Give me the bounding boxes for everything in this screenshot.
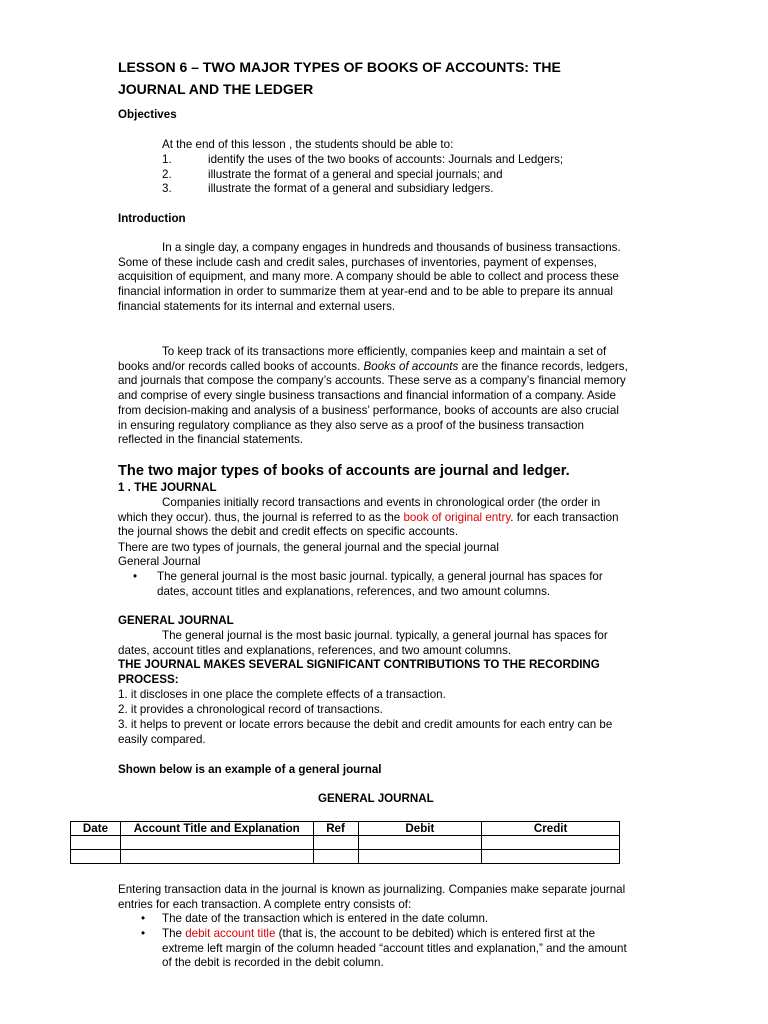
intro-p2-text-a: To keep track of its transactions more efficiently, companies keep and maintain a set of books and/or records called books of accounts. xyxy=(118,345,607,373)
journal-types-text: There are two types of journals, the general journal and the special journal xyxy=(118,541,499,554)
intro-p2-italic-term: Books of accounts xyxy=(363,359,459,373)
journal-p1-text-b: . for each transaction the journal shows the debit and credit effects on specific accounts. xyxy=(118,510,619,539)
table-cell xyxy=(482,850,620,864)
contributions-heading: THE JOURNAL MAKES SEVERAL SIGNIFICANT CONTRIBUTIONS TO THE RECORDING PROCESS: xyxy=(118,658,600,686)
table-header-row xyxy=(71,822,620,836)
lesson-title-line1: LESSON 6 – TWO MAJOR TYPES OF BOOKS OF ACCOUNTS: THE xyxy=(118,59,561,75)
intro-p2-text-b: are the finance records, ledgers, and journals that compose the company’s accounts. These serve as a company’s financial memory and comprise of every single business transactions and financial information of a company. Aside from decision-making and analysis of a business’ performance, books of accounts are also crucial in ensuring regulatory compliance as they also serve as a proof of the business transaction reflected in the financial statements. xyxy=(118,359,628,447)
objectives-heading: Objectives xyxy=(118,108,177,121)
debit-account-title-highlight: debit account title xyxy=(185,927,276,940)
table-cell xyxy=(120,850,313,864)
table-cell xyxy=(120,836,313,850)
lesson-title-line2: JOURNAL AND THE LEDGER xyxy=(118,81,314,97)
journalizing-bullet-1: The date of the transaction which is entered in the date column. xyxy=(162,912,489,925)
table-cell xyxy=(482,836,620,850)
objective-num-1: 1. xyxy=(162,153,172,166)
bullet2-text-a: The xyxy=(162,927,186,940)
bullet-icon: • xyxy=(141,912,146,925)
general-journal-table xyxy=(70,821,620,864)
general-journal-subheading: General Journal xyxy=(118,555,201,568)
bullet-icon: • xyxy=(133,570,138,583)
shown-below-text: Shown below is an example of a general journal xyxy=(118,763,382,776)
objectives-intro: At the end of this lesson , the students should be able to: xyxy=(162,138,454,151)
introduction-heading: Introduction xyxy=(118,212,186,225)
introduction-paragraph-1: In a single day, a company engages in hundreds and thousands of business transactions. Some of these include cash and credit sales, purchases of inventories, payment of expenses, acquisition of equipment, and many more. A company should be able to collect and process these financial information in order to summarize them at year-end and to be able to prepare its annual financial statements for its internal and external users. xyxy=(118,241,621,313)
table-cell xyxy=(358,850,482,864)
table-row xyxy=(71,850,620,864)
table-cell xyxy=(71,850,121,864)
journalizing-paragraph: Entering transaction data in the journal is known as journalizing. Companies make separate journal entries for each transaction. A complete entry consists of: xyxy=(118,883,626,911)
objective-num-2: 2. xyxy=(162,168,172,181)
journalizing-bullet-2 xyxy=(162,927,632,971)
table-title: GENERAL JOURNAL xyxy=(318,792,434,805)
column-header-debit: Debit xyxy=(358,822,482,836)
lesson-title xyxy=(118,56,561,100)
table-cell xyxy=(313,836,358,850)
journal-p1-text-a: Companies initially record transactions and events in chronological order (the order in which they occur). thus, the journal is referred to as the xyxy=(118,496,601,524)
table-cell xyxy=(71,836,121,850)
column-header-ref: Ref xyxy=(313,822,358,836)
table-row xyxy=(71,836,620,850)
general-journal-paragraph: The general journal is the most basic journal. typically, a general journal has spaces for dates, account titles and explanations, references, and two amount columns. xyxy=(118,629,608,657)
table-cell xyxy=(358,836,482,850)
objective-num-3: 3. xyxy=(162,182,172,195)
contribution-item-1: 1. it discloses in one place the complete effects of a transaction. xyxy=(118,688,446,701)
column-header-account-title: Account Title and Explanation xyxy=(120,822,313,836)
bullet-icon: • xyxy=(141,927,146,940)
contribution-item-3: 3. it helps to prevent or locate errors because the debit and credit amounts for each entry can be easily compared. xyxy=(118,718,613,746)
journal-heading: 1 . THE JOURNAL xyxy=(118,481,217,494)
general-journal-heading: GENERAL JOURNAL xyxy=(118,614,234,627)
journal-paragraph-1 xyxy=(118,496,628,540)
objective-text-3: illustrate the format of a general and subsidiary ledgers. xyxy=(208,182,494,195)
objective-text-2: illustrate the format of a general and special journals; and xyxy=(208,168,503,181)
book-of-original-entry-highlight: book of original entry xyxy=(403,510,511,524)
major-types-heading: The two major types of books of accounts are journal and ledger. xyxy=(118,463,570,479)
table-cell xyxy=(313,850,358,864)
introduction-paragraph-2 xyxy=(118,345,628,448)
objective-text-1: identify the uses of the two books of accounts: Journals and Ledgers; xyxy=(208,153,564,166)
contribution-item-2: 2. it provides a chronological record of transactions. xyxy=(118,703,383,716)
column-header-credit: Credit xyxy=(482,822,620,836)
bullet2-text-b: (that is, the account to be debited) which is entered first at the extreme left margin of the column headed “account titles and explanation,” and the amount of the debit is recorded in the debit column. xyxy=(162,927,627,970)
general-journal-bullet-text: The general journal is the most basic journal. typically, a general journal has spaces for dates, account titles and explanations, references, and two amount columns. xyxy=(157,570,603,598)
column-header-date: Date xyxy=(71,822,121,836)
